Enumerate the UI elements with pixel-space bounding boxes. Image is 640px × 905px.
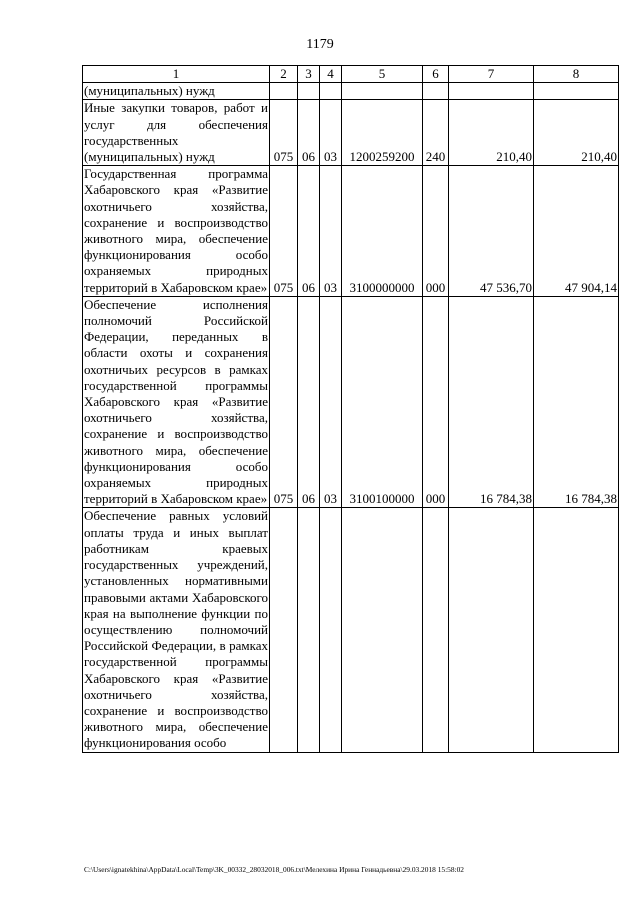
column-header: 3 [298,66,320,83]
section-code: 06 [298,100,320,166]
subsection-code: 03 [320,100,342,166]
column-header: 2 [270,66,298,83]
target-article-code [342,83,423,100]
expense-type-code [423,83,449,100]
row-description: (муниципальных) нужд [83,83,270,100]
subsection-code: 03 [320,166,342,297]
ministry-code [270,83,298,100]
expense-type-code: 000 [423,166,449,297]
amount-col7: 210,40 [449,100,534,166]
section-code: 06 [298,296,320,508]
table-row [83,100,619,166]
table-row [83,83,619,100]
amount-col7 [449,83,534,100]
target-article-code: 3100000000 [342,166,423,297]
subsection-code: 03 [320,296,342,508]
amount-col7: 47 536,70 [449,166,534,297]
ministry-code: 075 [270,100,298,166]
amount-col8: 16 784,38 [534,296,619,508]
ministry-code: 075 [270,166,298,297]
column-header: 4 [320,66,342,83]
file-path-footer: C:\Users\ignatekhina\AppData\Local\Temp\3K_00332_28032018_006.txt\Мелехина Ирина Геннадьевна\29.03.2018 15:58:02 [84,865,464,874]
target-article-code: 3100100000 [342,296,423,508]
amount-col7: 16 784,38 [449,296,534,508]
section-code [298,508,320,752]
amount-col8 [534,508,619,752]
column-header: 6 [423,66,449,83]
table-row [83,296,619,508]
subsection-code [320,83,342,100]
column-header: 5 [342,66,423,83]
ministry-code: 075 [270,296,298,508]
expense-type-code: 240 [423,100,449,166]
row-description: Иные закупки товаров, работ и услуг для обеспечения государственных (муниципальных) нужд [84,100,268,165]
budget-table [82,65,619,753]
page-number: 1179 [306,37,334,52]
column-header: 8 [534,66,619,83]
amount-col7 [449,508,534,752]
amount-col8 [534,83,619,100]
expense-type-code: 000 [423,296,449,508]
table-row [83,508,619,752]
table-header-row [83,66,619,83]
column-header: 1 [83,66,270,83]
amount-col8: 210,40 [534,100,619,166]
section-code [298,83,320,100]
subsection-code [320,508,342,752]
amount-col8: 47 904,14 [534,166,619,297]
row-description: Обеспечение исполнения полномочий Российской Федерации, переданных в области охоты и сохранения охотничьих ресурсов в рамках государственной программы Хабаровского края «Развитие охотничьего хозяйства, сохранение и воспроизводство животного мира, обеспечение функционирования особо охраняемых природных территорий в Хабаровском крае» [84,296,268,507]
target-article-code [342,508,423,752]
target-article-code: 1200259200 [342,100,423,166]
expense-type-code [423,508,449,752]
table-row [83,166,619,297]
row-description: Обеспечение равных условий оплаты труда и иных выплат работникам краевых государственных учреждений, установленных нормативными правовыми актами Хабаровского края на выполнение функции по осуществлению полномочий Российской Федерации, в рамках государственной программы Хабаровского края «Развитие охотничьего хозяйства, сохранение и воспроизводство животного мира, обеспечение функционирования особо [84,508,268,751]
ministry-code [270,508,298,752]
row-description: Государственная программа Хабаровского края «Развитие охотничьего хозяйства, сохранение и воспроизводство животного мира, обеспечение функционирования особо охраняемых природных территорий в Хабаровском крае» [84,166,268,295]
column-header: 7 [449,66,534,83]
section-code: 06 [298,166,320,297]
